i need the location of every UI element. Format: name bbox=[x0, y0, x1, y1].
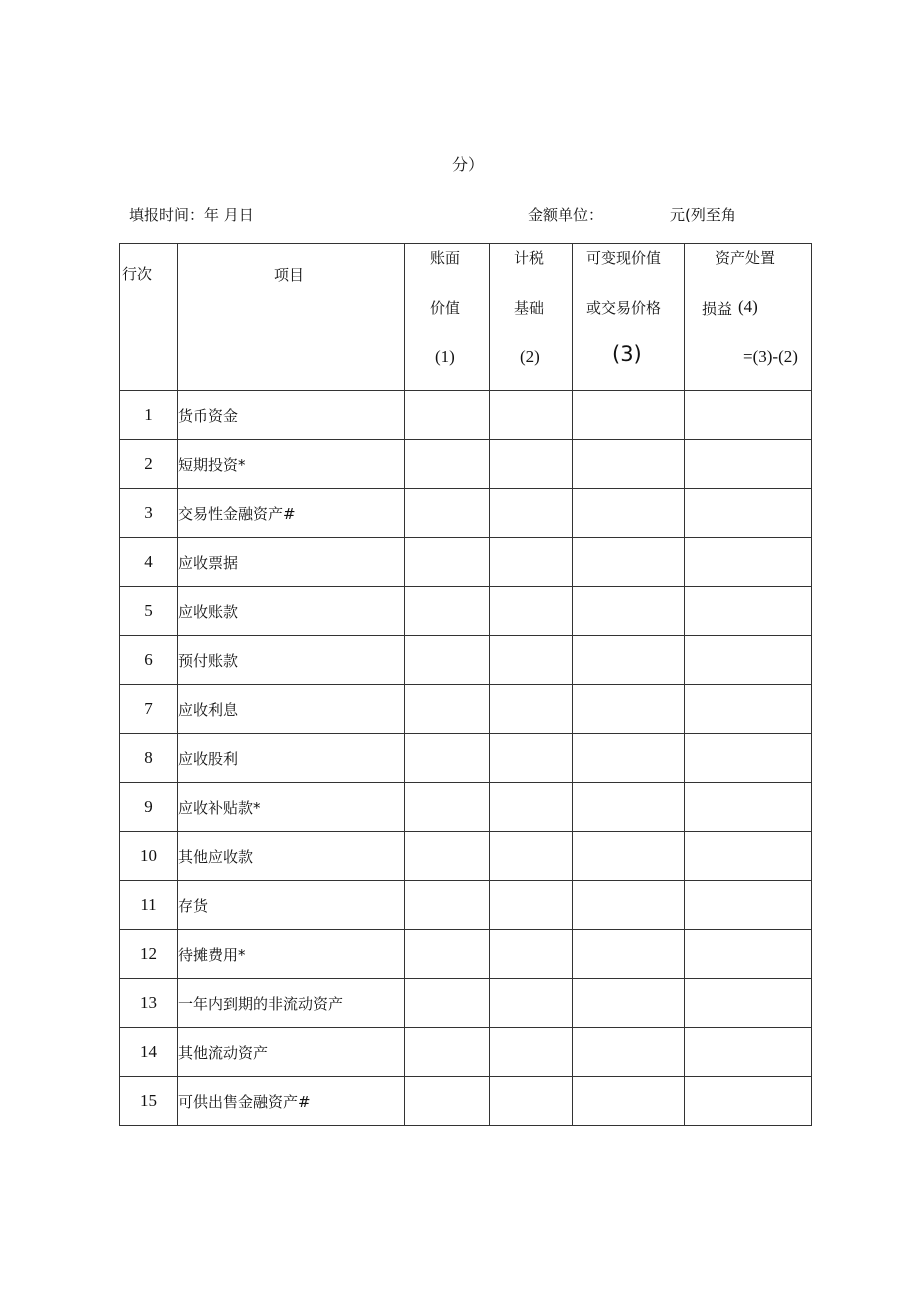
table-row bbox=[120, 734, 812, 783]
disposal-gain-cell[interactable] bbox=[685, 636, 812, 685]
disposal-gain-cell[interactable] bbox=[685, 440, 812, 489]
amount-unit-label: 金额单位： bbox=[528, 206, 604, 224]
table-row bbox=[120, 881, 812, 930]
col-header-disposal-gain: 资产处置 损益 (4) =(3)-(2) bbox=[685, 244, 812, 391]
table-body bbox=[120, 391, 812, 1126]
book-value-cell[interactable] bbox=[405, 1077, 490, 1126]
realizable-value-cell[interactable] bbox=[573, 489, 685, 538]
table-row bbox=[120, 1077, 812, 1126]
realizable-value-cell[interactable] bbox=[573, 440, 685, 489]
col-header-item: 项目 bbox=[178, 244, 405, 391]
row-number: 13 bbox=[120, 979, 178, 1028]
tax-basis-cell[interactable] bbox=[490, 1028, 573, 1077]
disposal-gain-cell[interactable] bbox=[685, 391, 812, 440]
book-value-cell[interactable] bbox=[405, 881, 490, 930]
book-value-cell[interactable] bbox=[405, 783, 490, 832]
row-item-label: 其他应收款 bbox=[178, 832, 405, 881]
row-item-label: 存货 bbox=[178, 881, 405, 930]
table-row bbox=[120, 587, 812, 636]
row-number: 12 bbox=[120, 930, 178, 979]
tax-basis-cell[interactable] bbox=[490, 881, 573, 930]
row-number: 9 bbox=[120, 783, 178, 832]
tax-basis-cell[interactable] bbox=[490, 391, 573, 440]
disposal-gain-cell[interactable] bbox=[685, 538, 812, 587]
row-number: 2 bbox=[120, 440, 178, 489]
disposal-gain-cell[interactable] bbox=[685, 881, 812, 930]
disposal-gain-cell[interactable] bbox=[685, 489, 812, 538]
tax-basis-cell[interactable] bbox=[490, 636, 573, 685]
realizable-value-cell[interactable] bbox=[573, 832, 685, 881]
row-item-label: 应收股利 bbox=[178, 734, 405, 783]
book-value-cell[interactable] bbox=[405, 538, 490, 587]
row-item-label: 应收补贴款* bbox=[178, 783, 405, 832]
tax-basis-cell[interactable] bbox=[490, 1077, 573, 1126]
tax-basis-cell[interactable] bbox=[490, 538, 573, 587]
book-value-cell[interactable] bbox=[405, 832, 490, 881]
tax-basis-cell[interactable] bbox=[490, 979, 573, 1028]
table-row bbox=[120, 783, 812, 832]
row-item-label: 短期投资* bbox=[178, 440, 405, 489]
col-header-book-value: 账面 价值 (1) bbox=[405, 244, 490, 391]
realizable-value-cell[interactable] bbox=[573, 930, 685, 979]
table-row bbox=[120, 832, 812, 881]
row-number: 8 bbox=[120, 734, 178, 783]
book-value-cell[interactable] bbox=[405, 685, 490, 734]
book-value-cell[interactable] bbox=[405, 734, 490, 783]
book-value-cell[interactable] bbox=[405, 440, 490, 489]
realizable-value-cell[interactable] bbox=[573, 1077, 685, 1126]
realizable-value-cell[interactable] bbox=[573, 881, 685, 930]
book-value-cell[interactable] bbox=[405, 636, 490, 685]
row-number: 6 bbox=[120, 636, 178, 685]
row-item-label: 应收利息 bbox=[178, 685, 405, 734]
row-item-label: 可供出售金融资产# bbox=[178, 1077, 405, 1126]
fill-time-label: 填报时间：年 月日 bbox=[129, 206, 254, 224]
table-row bbox=[120, 391, 812, 440]
tax-basis-cell[interactable] bbox=[490, 685, 573, 734]
disposal-gain-cell[interactable] bbox=[685, 685, 812, 734]
realizable-value-cell[interactable] bbox=[573, 783, 685, 832]
table-row bbox=[120, 489, 812, 538]
row-item-label: 交易性金融资产# bbox=[178, 489, 405, 538]
row-number: 14 bbox=[120, 1028, 178, 1077]
book-value-cell[interactable] bbox=[405, 1028, 490, 1077]
disposal-gain-cell[interactable] bbox=[685, 930, 812, 979]
table-header-row bbox=[120, 244, 812, 391]
realizable-value-cell[interactable] bbox=[573, 734, 685, 783]
asset-report-table bbox=[119, 243, 812, 1126]
realizable-value-cell[interactable] bbox=[573, 685, 685, 734]
table-row bbox=[120, 979, 812, 1028]
row-item-label: 应收票据 bbox=[178, 538, 405, 587]
amount-unit-value: 元(列至角 bbox=[670, 206, 736, 224]
disposal-gain-cell[interactable] bbox=[685, 1077, 812, 1126]
realizable-value-cell[interactable] bbox=[573, 636, 685, 685]
row-number: 3 bbox=[120, 489, 178, 538]
row-item-label: 待摊费用* bbox=[178, 930, 405, 979]
disposal-gain-cell[interactable] bbox=[685, 783, 812, 832]
row-item-label: 一年内到期的非流动资产 bbox=[178, 979, 405, 1028]
row-number: 11 bbox=[120, 881, 178, 930]
page-title-fragment: 分） bbox=[452, 155, 485, 174]
tax-basis-cell[interactable] bbox=[490, 930, 573, 979]
col-header-row-no: 行次 bbox=[120, 244, 178, 391]
row-number: 5 bbox=[120, 587, 178, 636]
tax-basis-cell[interactable] bbox=[490, 734, 573, 783]
col-header-tax-basis: 计税 基础 (2) bbox=[490, 244, 573, 391]
book-value-cell[interactable] bbox=[405, 979, 490, 1028]
table-row bbox=[120, 1028, 812, 1077]
disposal-gain-cell[interactable] bbox=[685, 587, 812, 636]
row-item-label: 货币资金 bbox=[178, 391, 405, 440]
book-value-cell[interactable] bbox=[405, 489, 490, 538]
disposal-gain-cell[interactable] bbox=[685, 1028, 812, 1077]
book-value-cell[interactable] bbox=[405, 930, 490, 979]
row-item-label: 其他流动资产 bbox=[178, 1028, 405, 1077]
tax-basis-cell[interactable] bbox=[490, 489, 573, 538]
table-row bbox=[120, 538, 812, 587]
row-number: 7 bbox=[120, 685, 178, 734]
tax-basis-cell[interactable] bbox=[490, 783, 573, 832]
tax-basis-cell[interactable] bbox=[490, 832, 573, 881]
realizable-value-cell[interactable] bbox=[573, 538, 685, 587]
row-item-label: 预付账款 bbox=[178, 636, 405, 685]
tax-basis-cell[interactable] bbox=[490, 587, 573, 636]
table-row bbox=[120, 685, 812, 734]
table-row bbox=[120, 930, 812, 979]
book-value-cell[interactable] bbox=[405, 391, 490, 440]
disposal-gain-cell[interactable] bbox=[685, 832, 812, 881]
row-number: 1 bbox=[120, 391, 178, 440]
book-value-cell[interactable] bbox=[405, 587, 490, 636]
disposal-gain-cell[interactable] bbox=[685, 734, 812, 783]
row-number: 10 bbox=[120, 832, 178, 881]
tax-basis-cell[interactable] bbox=[490, 440, 573, 489]
realizable-value-cell[interactable] bbox=[573, 979, 685, 1028]
realizable-value-cell[interactable] bbox=[573, 1028, 685, 1077]
table-row bbox=[120, 636, 812, 685]
disposal-gain-cell[interactable] bbox=[685, 979, 812, 1028]
table-row bbox=[120, 440, 812, 489]
row-number: 15 bbox=[120, 1077, 178, 1126]
realizable-value-cell[interactable] bbox=[573, 391, 685, 440]
realizable-value-cell[interactable] bbox=[573, 587, 685, 636]
row-item-label: 应收账款 bbox=[178, 587, 405, 636]
col-header-realizable-value: 可变现价值 或交易价格 (3) bbox=[573, 244, 685, 391]
row-number: 4 bbox=[120, 538, 178, 587]
